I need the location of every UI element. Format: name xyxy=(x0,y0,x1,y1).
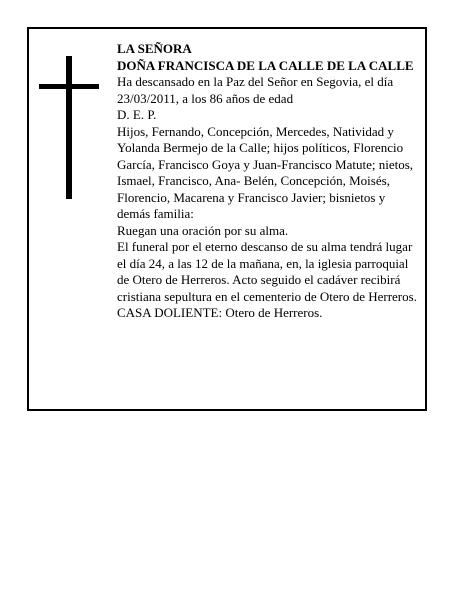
rip-line: D. E. P. xyxy=(117,107,157,122)
cross-icon xyxy=(39,56,99,199)
notice-text xyxy=(117,41,417,322)
funeral-details: El funeral por el eterno descanso de su alma tendrá lugar el día 24, a las 12 de la mañana, en, la iglesia parroquial de Otero de Herreros. Acto seguido el cadáver recibirá cristiana sepultura en el cementerio de Otero de Herreros. xyxy=(117,239,417,304)
notice-title: LA SEÑORA xyxy=(117,41,192,56)
family-list: Hijos, Fernando, Concepción, Mercedes, Natividad y Yolanda Bermejo de la Calle; hijos políticos, Florencio García, Francisco Goya y Juan-Francisco Matute; nietos, Ismael, Francisco, Ana- Belén, Concepción, Moisés, Florencio, Macarena y Francisco Javier; bisnietos y demás familia: xyxy=(117,123,414,221)
cross-vertical-bar xyxy=(66,56,72,199)
obituary-notice xyxy=(27,27,427,411)
death-announcement: Ha descansado en la Paz del Señor en Segovia, el día 23/03/2011, a los 86 años de edad xyxy=(117,74,394,106)
deceased-name: DOÑA FRANCISCA DE LA CALLE DE LA CALLE xyxy=(117,57,414,73)
mourning-house: CASA DOLIENTE: Otero de Herreros. xyxy=(117,305,323,320)
cross-horizontal-bar xyxy=(39,84,99,89)
prayer-request: Ruegan una oración por su alma. xyxy=(117,222,289,238)
